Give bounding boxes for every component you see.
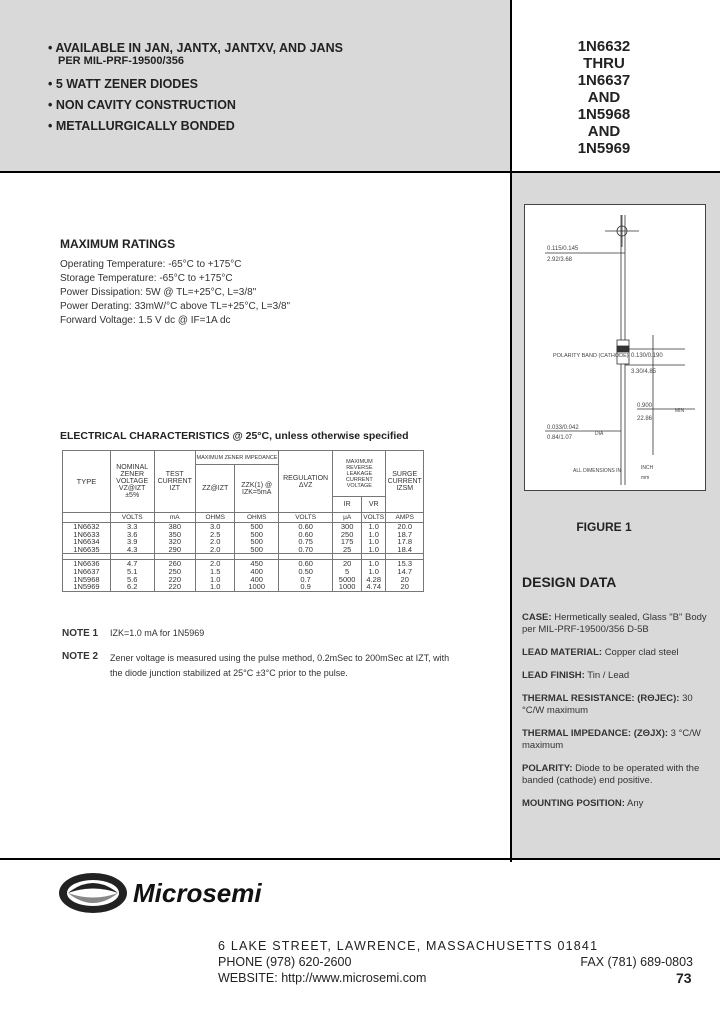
table-cell: 0.60 — [279, 531, 333, 539]
table-cell: 250 — [333, 531, 362, 539]
table-cell: 0.7 — [279, 576, 333, 584]
th-reg-sym: ΔVZ — [298, 481, 313, 489]
elec-char-title: ELECTRICAL CHARACTERISTICS @ 25°C, unless otherwise specified — [60, 430, 409, 442]
note-text: Zener voltage is measured using the pulse method, 0.2mSec to 200mSec at IZT, with the diode junction stabilized at 25°C ±3°C prior to the pulse. — [110, 653, 450, 678]
table-cell: 350 — [154, 531, 196, 539]
table-cell: 1.0 — [196, 576, 235, 584]
table-cell: 5 — [333, 568, 362, 576]
table-cell: 18.4 — [386, 546, 424, 554]
address-line: 6 LAKE STREET, LAWRENCE, MASSACHUSETTS 01841 — [218, 939, 599, 953]
max-ratings-title: MAXIMUM RATINGS — [60, 237, 176, 251]
table-cell: 1N6632 — [63, 523, 111, 531]
table-cell: 220 — [154, 583, 196, 591]
table-cell: 1N6636 — [63, 560, 111, 568]
rating-line: Storage Temperature: -65°C to +175°C — [60, 273, 233, 284]
th-nominal-tol: ±5% — [125, 492, 140, 499]
table-cell: 1000 — [235, 583, 279, 591]
design-item — [522, 763, 712, 787]
table-cell: 175 — [333, 538, 362, 546]
table-cell: 1.5 — [196, 568, 235, 576]
unit-cell: µA — [333, 513, 362, 523]
rating-line: Power Derating: 33mW/°C above TL=+25°C, L=3/8" — [60, 301, 291, 312]
table-cell: 0.70 — [279, 546, 333, 554]
page-number: 73 — [676, 970, 692, 986]
table-cell: 20 — [386, 583, 424, 591]
part-number: AND — [587, 89, 621, 106]
table-cell: 500 — [235, 546, 279, 554]
table-cell: 20 — [386, 576, 424, 584]
table-cell: 400 — [235, 568, 279, 576]
units-inch: INCH — [641, 465, 654, 471]
table-cell: 4.28 — [361, 576, 385, 584]
logo-wordmark: Microsemi — [133, 878, 262, 908]
notes — [62, 628, 462, 689]
th-nominal-sym: VZ@IZT — [118, 485, 146, 492]
table-cell: 4.74 — [361, 583, 385, 591]
note — [62, 651, 462, 681]
part-number: 1N5969 — [577, 140, 631, 157]
th-surge-sym: IZSM — [396, 485, 414, 492]
th-nominal — [110, 451, 154, 513]
design-item — [522, 798, 712, 810]
design-text: 30 °C/W maximum — [522, 693, 693, 716]
polarity-label: POLARITY BAND (CATHODE) — [553, 353, 629, 359]
design-item — [522, 612, 712, 636]
units-mm: mm — [641, 475, 650, 481]
microsemi-logo — [58, 868, 298, 918]
th-test-label: TEST CURRENT — [157, 471, 192, 485]
table-cell: 250 — [154, 568, 196, 576]
table-cell: 25 — [333, 546, 362, 554]
design-data-list — [522, 612, 712, 821]
table-cell: 4.3 — [110, 546, 154, 554]
table-cell: 1.0 — [361, 538, 385, 546]
divider — [0, 858, 720, 860]
dim-len-mm: 22.86 — [637, 416, 653, 422]
rating-line: Forward Voltage: 1.5 V dc @ IF=1A dc — [60, 315, 231, 326]
table-cell: 0.75 — [279, 538, 333, 546]
design-label: LEAD FINISH: — [522, 670, 585, 681]
unit-cell: OHMS — [235, 513, 279, 523]
table-cell: 220 — [154, 576, 196, 584]
package-drawing — [524, 204, 706, 491]
table-cell: 1N6633 — [63, 531, 111, 539]
dim-body-in: 0.130/0.190 — [631, 353, 663, 359]
dim-len-in: 0.900 — [637, 403, 653, 409]
fax: FAX (781) 689-0803 — [580, 955, 693, 969]
table-cell: 290 — [154, 546, 196, 554]
figure-caption: FIGURE 1 — [576, 520, 632, 534]
th-test — [154, 451, 196, 513]
table-cell: 14.7 — [386, 568, 424, 576]
table-cell: 300 — [333, 523, 362, 531]
unit-cell: AMPS — [386, 513, 424, 523]
table-cell: 1N6634 — [63, 538, 111, 546]
design-text: Tin / Lead — [587, 670, 630, 681]
part-number: AND — [587, 123, 621, 140]
design-text: Hermetically sealed, Glass "B" Body per MIL-PRF-19500/356 D-5B — [522, 612, 707, 635]
table-cell: 2.0 — [196, 560, 235, 568]
design-text: Any — [627, 798, 644, 809]
th-vr: VR — [361, 497, 385, 513]
table-cell: 5.1 — [110, 568, 154, 576]
table-cell: 500 — [235, 523, 279, 531]
part-number: 1N6632 — [577, 38, 631, 55]
table-cell: 400 — [235, 576, 279, 584]
table-cell: 1N5969 — [63, 583, 111, 591]
table-cell: 1N6635 — [63, 546, 111, 554]
dim-lead-dia: DIA — [595, 431, 604, 437]
table-cell: 1.0 — [361, 531, 385, 539]
table-cell: 500 — [235, 538, 279, 546]
feature-item: • NON CAVITY CONSTRUCTION — [48, 98, 236, 112]
table-cell: 260 — [154, 560, 196, 568]
table-cell: 1N6637 — [63, 568, 111, 576]
table-row — [63, 583, 424, 591]
logo-mark-icon — [58, 868, 298, 918]
unit-cell: mA — [154, 513, 196, 523]
part-number-list — [512, 38, 696, 157]
design-item — [522, 693, 712, 717]
feature-item: • METALLURGICALLY BONDED — [48, 119, 235, 133]
table-cell: 1.0 — [361, 560, 385, 568]
table-cell: 0.9 — [279, 583, 333, 591]
th-regulation — [279, 451, 333, 513]
rating-line: Power Dissipation: 5W @ TL=+25°C, L=3/8" — [60, 287, 257, 298]
phone-fax-line — [218, 954, 693, 970]
design-label: THERMAL IMPEDANCE: (ZΘJX): — [522, 728, 669, 739]
part-number: 1N5968 — [577, 106, 631, 123]
unit-cell — [63, 513, 111, 523]
part-number: THRU — [583, 55, 625, 72]
table-cell: 2.0 — [196, 538, 235, 546]
rating-line: Operating Temperature: -65°C to +175°C — [60, 259, 242, 270]
dim-lead-in: 0.033/0.042 — [547, 425, 579, 431]
elec-char-table — [62, 450, 424, 592]
contact-block — [218, 938, 693, 986]
table-cell: 450 — [235, 560, 279, 568]
table-row — [63, 546, 424, 554]
unit-cell: VOLTS — [279, 513, 333, 523]
part-number: 1N6637 — [577, 72, 631, 89]
table-cell: 2.5 — [196, 531, 235, 539]
design-label: POLARITY: — [522, 763, 573, 774]
th-zzt: ZZ@IZT — [196, 465, 235, 513]
unit-cell: VOLTS — [363, 514, 385, 521]
unit-cell: VOLTS — [110, 513, 154, 523]
diode-outline-drawing — [525, 205, 705, 490]
design-text: Copper clad steel — [604, 647, 679, 658]
table-cell: 0.50 — [279, 568, 333, 576]
unit-cell: OHMS — [196, 513, 235, 523]
table-cell: 380 — [154, 523, 196, 531]
website[interactable]: WEBSITE: http://www.microsemi.com — [218, 971, 427, 985]
table-cell: 3.9 — [110, 538, 154, 546]
table-cell: 5.6 — [110, 576, 154, 584]
dim-len-min: MIN — [675, 408, 685, 414]
table-cell: 5000 — [333, 576, 362, 584]
th-ir: IR — [333, 497, 362, 513]
table-cell: 17.8 — [386, 538, 424, 546]
dim-top-in: 0.115/0.145 — [547, 246, 579, 252]
th-surge — [386, 451, 424, 513]
table-cell: 2.0 — [196, 546, 235, 554]
dim-lead-mm: 0.84/1.07 — [547, 435, 573, 441]
note — [62, 628, 462, 639]
note-label: NOTE 1 — [62, 628, 99, 639]
phone: PHONE (978) 620-2600 — [218, 955, 352, 969]
feature-item: • 5 WATT ZENER DIODES — [48, 77, 198, 91]
table-cell: 320 — [154, 538, 196, 546]
dim-top-mm: 2.92/3.68 — [547, 257, 573, 263]
table-cell: 0.60 — [279, 523, 333, 531]
table-cell: 1.0 — [361, 568, 385, 576]
th-nominal-label: NOMINAL ZENER VOLTAGE — [116, 464, 149, 485]
feature-list — [48, 38, 343, 137]
design-item — [522, 670, 712, 682]
th-test-sym: IZT — [169, 485, 180, 492]
table-cell: 1.0 — [196, 583, 235, 591]
table-cell: 6.2 — [110, 583, 154, 591]
design-label: CASE: — [522, 612, 552, 623]
note-text: IZK=1.0 mA for 1N5969 — [110, 628, 205, 638]
table-cell: 3.3 — [110, 523, 154, 531]
th-reverse-leakage: MAXIMUM REVERSE LEAKAGE CURRENT VOLTAGE — [333, 451, 386, 497]
table-cell: 3.6 — [110, 531, 154, 539]
design-item — [522, 647, 712, 659]
design-label: THERMAL RESISTANCE: (RΘJEC): — [522, 693, 680, 704]
design-item — [522, 728, 712, 752]
table-cell: 1.0 — [361, 546, 385, 554]
table-cell: 0.60 — [279, 560, 333, 568]
design-label: LEAD MATERIAL: — [522, 647, 603, 658]
design-text: Diode to be operated with the banded (cathode) end positive. — [522, 763, 700, 786]
design-data-title: DESIGN DATA — [522, 574, 617, 590]
design-text: 3 °C/W maximum — [522, 728, 701, 751]
table-cell: 1000 — [333, 583, 362, 591]
dim-note: ALL DIMENSIONS IN — [573, 468, 622, 474]
table-cell: 15.3 — [386, 560, 424, 568]
feature-item: PER MIL-PRF-19500/356 — [58, 55, 184, 67]
table-cell: 500 — [235, 531, 279, 539]
th-type: TYPE — [63, 451, 111, 513]
design-label: MOUNTING POSITION: — [522, 798, 625, 809]
th-max-impedance: MAXIMUM ZENER IMPEDANCE — [196, 451, 279, 465]
th-reg-label: REGULATION — [283, 474, 329, 482]
th-surge-label: SURGE CURRENT — [387, 471, 422, 485]
table-cell: 20.0 — [386, 523, 424, 531]
divider — [0, 171, 720, 173]
max-ratings-list — [60, 258, 290, 328]
th-zzk: ZZK(1) @ IZK=5mA — [235, 465, 279, 513]
note-label: NOTE 2 — [62, 651, 99, 662]
table-cell: 4.7 — [110, 560, 154, 568]
dim-body-mm: 3.30/4.85 — [631, 369, 657, 375]
table-cell: 1.0 — [361, 523, 385, 531]
table-cell: 3.0 — [196, 523, 235, 531]
table-cell: 1N5968 — [63, 576, 111, 584]
table-cell: 18.7 — [386, 531, 424, 539]
feature-item: • AVAILABLE IN JAN, JANTX, JANTXV, AND JANS — [48, 41, 343, 55]
table-cell: 20 — [333, 560, 362, 568]
